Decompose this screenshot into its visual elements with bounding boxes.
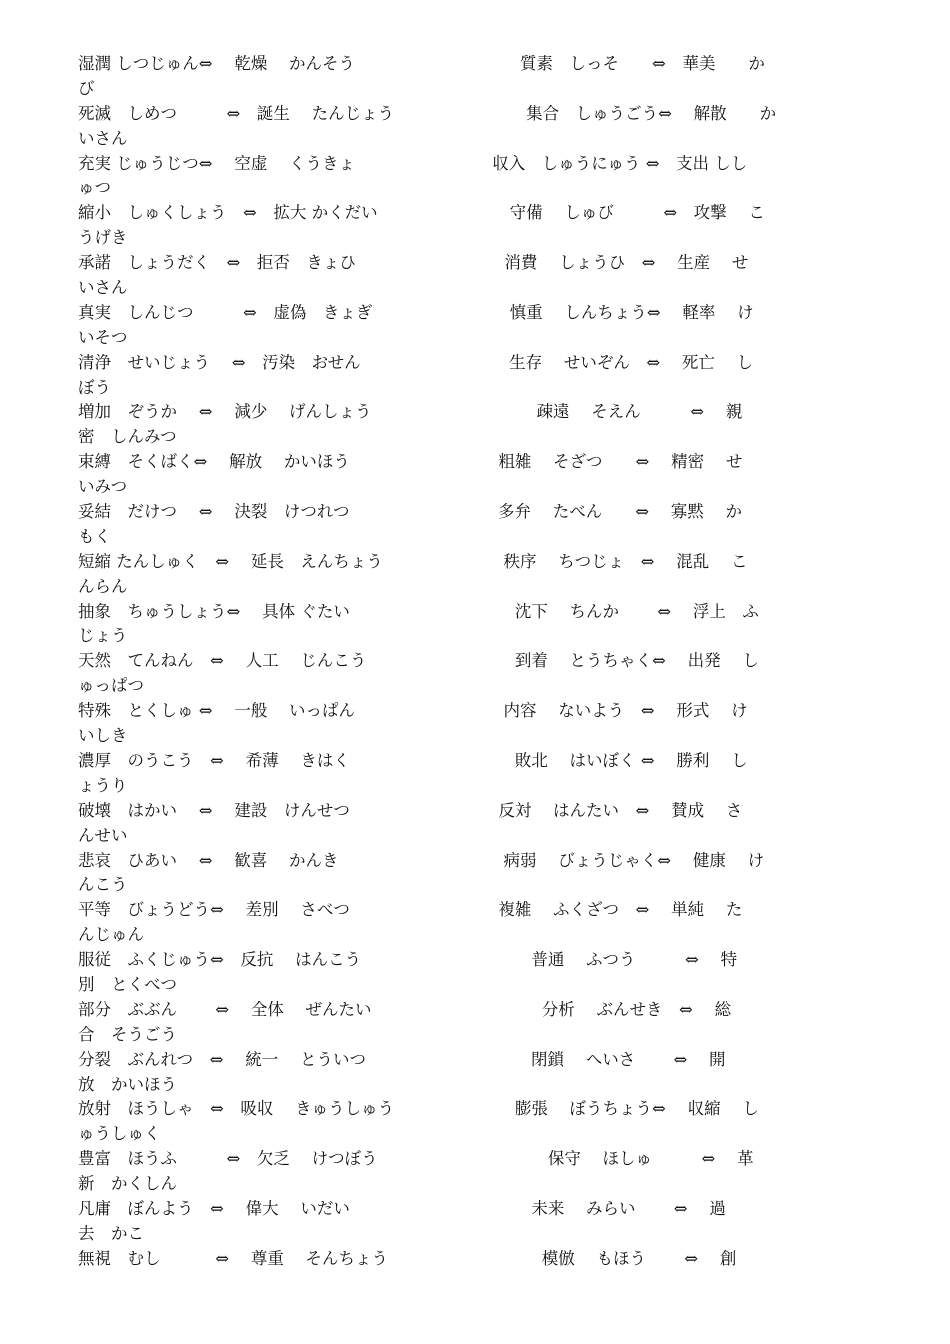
text-line: 悲哀 ひあい ⇔ 歓喜 かんき 病弱 びょうじゃく⇔ 健康 け: [78, 850, 765, 870]
text-line: 合 そうごう: [78, 1024, 177, 1044]
text-line: 新 かくしん: [78, 1174, 177, 1194]
text-line: 無視 むし ⇔ 尊重 そんちょう 模倣 もほう ⇔ 創: [78, 1248, 737, 1268]
text-line: 分裂 ぶんれつ ⇔ 統一 とういつ 閉鎖 へいさ ⇔ 開: [78, 1049, 726, 1069]
text-line: 平等 びょうどう⇔ 差別 さべつ 複雑 ふくざつ ⇔ 単純 た: [78, 900, 743, 920]
text-line: じょう: [78, 626, 128, 646]
text-line: 短縮 たんしゅく ⇔ 延長 えんちょう 秩序 ちつじょ ⇔ 混乱 こ: [78, 551, 748, 571]
text-line: 清浄 せいじょう ⇔ 汚染 おせん 生存 せいぞん ⇔ 死亡 し: [78, 352, 754, 372]
text-line: 破壊 はかい ⇔ 建設 けんせつ 反対 はんたい ⇔ 賛成 さ: [78, 800, 743, 820]
text-line: んこう: [78, 875, 128, 895]
text-line: いさん: [78, 128, 128, 148]
text-line: んらん: [78, 576, 128, 596]
text-line: 湿潤 しつじゅん⇔ 乾燥 かんそう 質素 しっそ ⇔ 華美 か: [78, 54, 765, 73]
text-line: いさん: [78, 278, 128, 298]
text-line: ょうり: [78, 775, 128, 795]
text-line: 束縛 そくばく⇔ 解放 かいほう 粗雑 そざつ ⇔ 精密 せ: [78, 452, 743, 472]
text-line: 部分 ぶぶん ⇔ 全体 ぜんたい 分析 ぶんせき ⇔ 総: [78, 999, 732, 1019]
text-line: いそつ: [78, 327, 128, 347]
text-line: 死滅 しめつ ⇔ 誕生 たんじょう 集合 しゅうごう⇔ 解散 か: [78, 103, 777, 123]
text-line: 充実 じゅうじつ⇔ 空虚 くうきょ 収入 しゅうにゅう ⇔ 支出 しし: [78, 153, 748, 173]
text-line: ゅっぱつ: [78, 676, 144, 696]
text-line: 放 かいほう: [78, 1074, 177, 1094]
text-line: 密 しんみつ: [78, 427, 177, 447]
antonym-list-document: [78, 52, 873, 1272]
text-line: 豊富 ほうふ ⇔ 欠乏 けつぼう 保守 ほしゅ ⇔ 革: [78, 1149, 754, 1169]
text-line: 承諾 しょうだく ⇔ 拒否 きょひ 消費 しょうひ ⇔ 生産 せ: [78, 253, 749, 273]
text-line: 増加 ぞうか ⇔ 減少 げんしょう 疎遠 そえん ⇔ 親: [78, 402, 743, 422]
text-line: 縮小 しゅくしょう ⇔ 拡大 かくだい 守備 しゅび ⇔ 攻撃 こ: [78, 203, 765, 223]
text-line: もく: [78, 526, 111, 546]
text-line: 放射 ほうしゃ ⇔ 吸収 きゅうしゅう 膨張 ぼうちょう⇔ 収縮 し: [78, 1099, 759, 1119]
text-line: うげき: [78, 228, 128, 248]
text-line: ぼう: [78, 377, 111, 397]
text-line: んせい: [78, 825, 128, 845]
text-line: ゅうしゅく: [78, 1124, 161, 1144]
text-line: 真実 しんじつ ⇔ 虚偽 きょぎ 慎重 しんちょう⇔ 軽率 け: [78, 302, 754, 322]
text-line: 別 とくべつ: [78, 974, 177, 994]
text-line: 服従 ふくじゅう⇔ 反抗 はんこう 普通 ふつう ⇔ 特: [78, 950, 738, 970]
text-line: 特殊 とくしゅ ⇔ 一般 いっぱん 内容 ないよう ⇔ 形式 け: [78, 701, 748, 721]
text-line: んじゅん: [78, 925, 144, 945]
text-line: 凡庸 ぼんよう ⇔ 偉大 いだい 未来 みらい ⇔ 過: [78, 1198, 726, 1218]
text-line: 抽象 ちゅうしょう⇔ 具体 ぐたい 沈下 ちんか ⇔ 浮上 ふ: [78, 601, 759, 621]
text-line: 濃厚 のうこう ⇔ 希薄 きはく 敗北 はいぼく ⇔ 勝利 し: [78, 750, 748, 770]
text-line: ゅつ: [78, 178, 111, 198]
text-line: び: [78, 78, 95, 98]
text-line: いみつ: [78, 477, 128, 497]
text-line: 妥結 だけつ ⇔ 決裂 けつれつ 多弁 たべん ⇔ 寡黙 か: [78, 502, 743, 522]
text-line: 天然 てんねん ⇔ 人工 じんこう 到着 とうちゃく⇔ 出発 し: [78, 651, 759, 671]
text-line: いしき: [78, 726, 128, 746]
text-line: 去 かこ: [78, 1223, 144, 1243]
